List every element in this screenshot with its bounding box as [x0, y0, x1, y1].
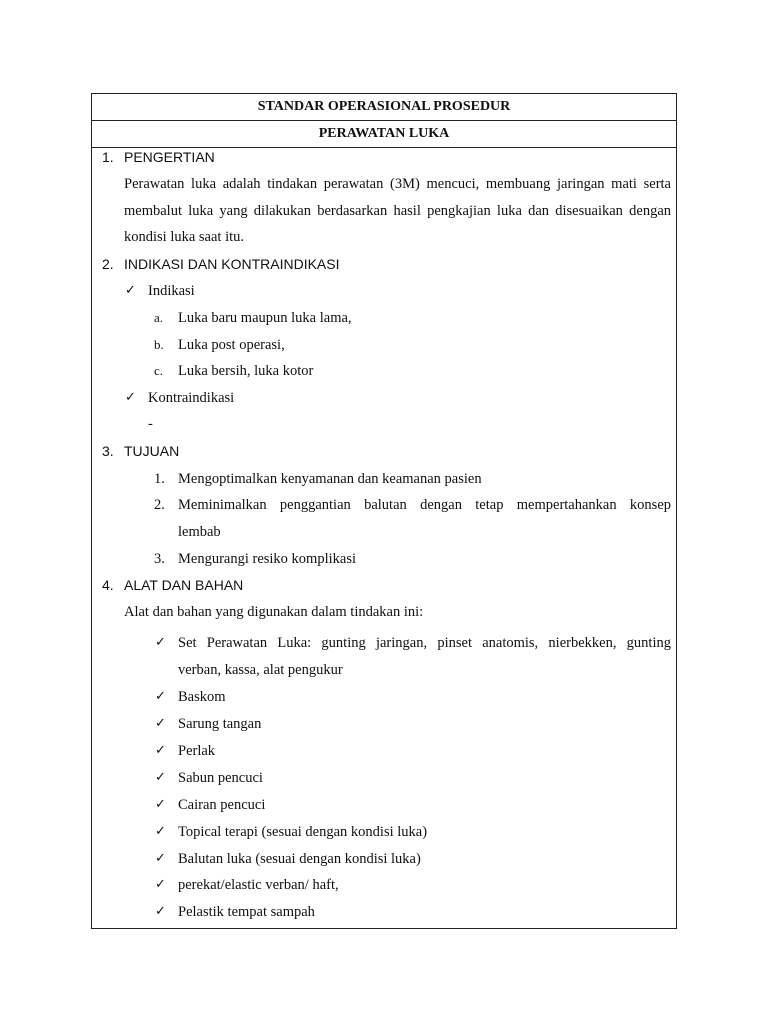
checkmark-icon: ✓ [155, 824, 166, 839]
alat-item-5: Sabun pencuci [178, 770, 263, 786]
indikasi-item-a: Luka baru maupun luka lama, [178, 310, 352, 326]
alat-item-6: Cairan pencuci [178, 797, 266, 813]
kontraindikasi-value: - [148, 416, 153, 432]
checkmark-icon: ✓ [155, 635, 166, 650]
checkmark-icon: ✓ [155, 716, 166, 731]
alat-item-4: Perlak [178, 743, 216, 759]
indikasi-item-marker-c: c. [154, 363, 164, 378]
alat-item-1: Set Perawatan Luka: gunting jaringan, pinset anatomis, nierbekken, gunting [178, 635, 671, 651]
checkmark-icon: ✓ [125, 390, 136, 405]
tujuan-item-marker-1: 1. [154, 471, 165, 487]
sop-table [91, 93, 677, 929]
section-number-3: 3. [102, 443, 114, 459]
tujuan-item-marker-2: 2. [154, 497, 165, 513]
section-title-tujuan: TUJUAN [124, 443, 180, 459]
checkmark-icon: ✓ [155, 851, 166, 866]
checkmark-icon: ✓ [155, 770, 166, 785]
checkmark-icon: ✓ [155, 743, 166, 758]
indikasi-item-marker-b: b. [154, 337, 164, 352]
indikasi-item-c: Luka bersih, luka kotor [178, 363, 314, 379]
checkmark-icon: ✓ [125, 283, 136, 298]
section-title-alat: ALAT DAN BAHAN [124, 577, 244, 593]
checkmark-icon: ✓ [155, 904, 166, 919]
alat-item-10: Pelastik tempat sampah [178, 904, 315, 920]
indikasi-item-marker-a: a. [154, 310, 164, 325]
alat-item-1-continuation: verban, kassa, alat pengukur [178, 662, 343, 678]
document-subtitle: PERAWATAN LUKA [92, 121, 676, 148]
alat-intro: Alat dan bahan yang digunakan dalam tindakan ini: [124, 604, 424, 620]
alat-item-2: Baskom [178, 689, 226, 705]
tujuan-item-marker-3: 3. [154, 551, 165, 567]
checkmark-icon: ✓ [155, 797, 166, 812]
pengertian-line-1: Perawatan luka adalah tindakan perawatan (3M) mencuci, membuang jaringan mati serta [124, 176, 671, 192]
section-number-2: 2. [102, 256, 114, 272]
pengertian-line-2: membalut luka yang dilakukan berdasarkan hasil pengkajian luka dan disesuaikan dengan [124, 203, 671, 219]
kontraindikasi-label: Kontraindikasi [148, 390, 235, 406]
section-title-pengertian: PENGERTIAN [124, 149, 215, 165]
section-number-1: 1. [102, 149, 114, 165]
document-title: STANDAR OPERASIONAL PROSEDUR [92, 94, 676, 121]
section-title-indikasi: INDIKASI DAN KONTRAINDIKASI [124, 256, 340, 272]
section-number-4: 4. [102, 577, 114, 593]
alat-item-9: perekat/elastic verban/ haft, [178, 877, 339, 893]
tujuan-item-2-continuation: lembab [178, 524, 221, 540]
checkmark-icon: ✓ [155, 689, 166, 704]
tujuan-item-2: Meminimalkan penggantian balutan dengan tetap mempertahankan konsep [178, 497, 671, 513]
checkmark-icon: ✓ [155, 877, 166, 892]
pengertian-line-3: kondisi luka saat itu. [124, 229, 245, 245]
tujuan-item-1: Mengoptimalkan kenyamanan dan keamanan pasien [178, 471, 482, 487]
indikasi-item-b: Luka post operasi, [178, 337, 285, 353]
alat-item-8: Balutan luka (sesuai dengan kondisi luka) [178, 851, 421, 867]
alat-item-3: Sarung tangan [178, 716, 262, 732]
indikasi-label: Indikasi [148, 283, 195, 299]
tujuan-item-3: Mengurangi resiko komplikasi [178, 551, 357, 567]
alat-item-7: Topical terapi (sesuai dengan kondisi luka) [178, 824, 428, 840]
